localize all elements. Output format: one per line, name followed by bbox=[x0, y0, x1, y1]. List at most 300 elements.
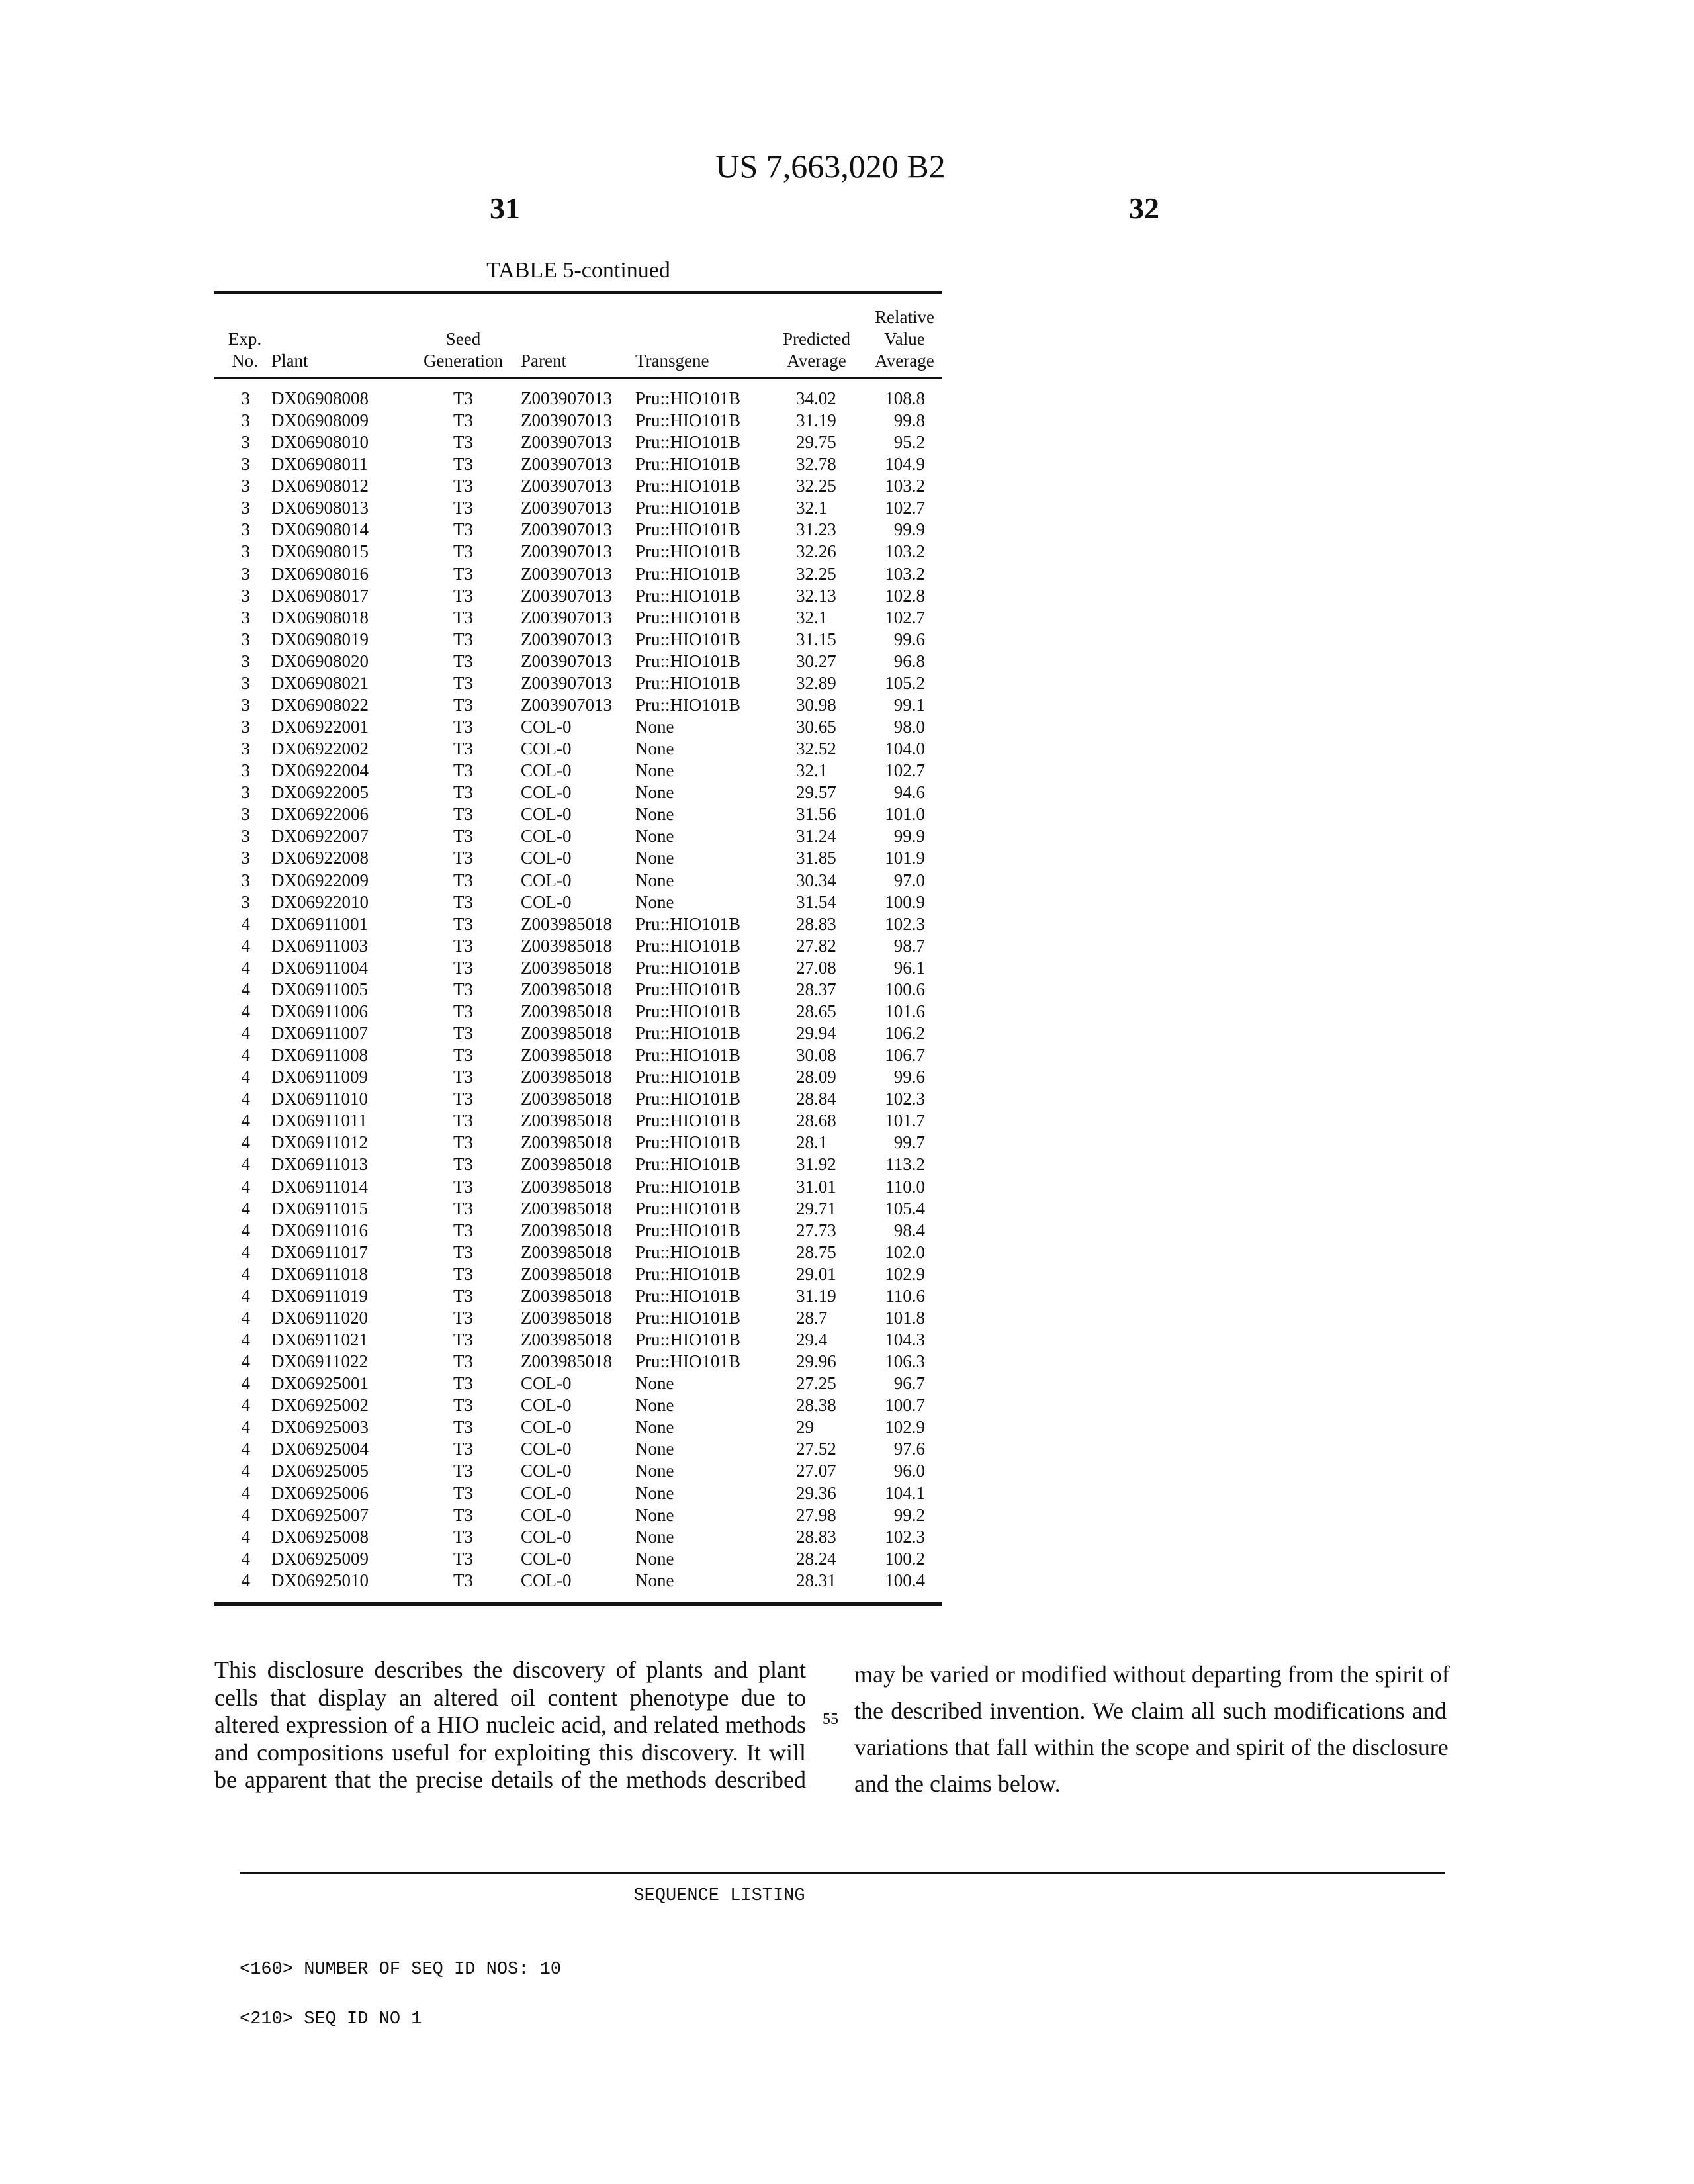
transgene-cell: Pru::HIO101B bbox=[635, 563, 740, 585]
plant-cell: DX06911022 bbox=[271, 1351, 368, 1373]
table-row bbox=[214, 475, 942, 497]
parent-cell: Z003985018 bbox=[521, 1176, 612, 1198]
exp-cell: 4 bbox=[242, 1504, 251, 1526]
relative-value-cell: 104.1 bbox=[885, 1482, 925, 1504]
transgene-cell: None bbox=[635, 1394, 674, 1416]
seed-generation-text: T3 bbox=[453, 1460, 473, 1482]
relative-value-cell: 102.8 bbox=[885, 585, 925, 607]
table-bottom-rule bbox=[214, 1602, 942, 1606]
transgene-cell: Pru::HIO101B bbox=[635, 935, 740, 957]
predicted-average-cell: 32.13 bbox=[796, 585, 836, 607]
transgene-cell: Pru::HIO101B bbox=[635, 1198, 740, 1220]
exp-cell: 3 bbox=[242, 672, 251, 694]
relative-value-cell: 103.2 bbox=[885, 563, 925, 585]
paragraph-line: This disclosure describes the discovery of plants and plant bbox=[214, 1657, 806, 1684]
relative-value-cell: 99.2 bbox=[894, 1504, 925, 1526]
transgene-cell: Pru::HIO101B bbox=[635, 1023, 740, 1044]
plant-cell: DX06911011 bbox=[271, 1110, 367, 1132]
predicted-average-cell: 28.1 bbox=[796, 1132, 827, 1154]
plant-cell: DX06911020 bbox=[271, 1307, 368, 1329]
table-row bbox=[214, 410, 942, 432]
plant-cell: DX06908012 bbox=[271, 475, 369, 497]
header-parent: Parent bbox=[521, 350, 566, 372]
exp-cell: 4 bbox=[242, 1001, 251, 1023]
plant-cell: DX06925004 bbox=[271, 1438, 369, 1460]
plant-cell: DX06925005 bbox=[271, 1460, 369, 1482]
plant-cell: DX06911008 bbox=[271, 1044, 368, 1066]
plant-cell: DX06911019 bbox=[271, 1285, 368, 1307]
exp-cell: 4 bbox=[242, 1066, 251, 1088]
transgene-cell: None bbox=[635, 760, 674, 782]
parent-cell: COL-0 bbox=[521, 1504, 572, 1526]
header-relative-line1: Relative bbox=[867, 306, 942, 328]
parent-cell: COL-0 bbox=[521, 870, 572, 891]
exp-cell: 3 bbox=[242, 891, 251, 913]
relative-value-cell: 98.0 bbox=[894, 716, 925, 738]
relative-value-cell: 104.3 bbox=[885, 1329, 925, 1351]
transgene-cell: None bbox=[635, 1504, 674, 1526]
transgene-cell: None bbox=[635, 1460, 674, 1482]
transgene-cell: Pru::HIO101B bbox=[635, 957, 740, 979]
predicted-average-cell: 32.25 bbox=[796, 475, 836, 497]
exp-cell: 4 bbox=[242, 935, 251, 957]
transgene-cell: None bbox=[635, 1416, 674, 1438]
plant-cell: DX06911014 bbox=[271, 1176, 368, 1198]
parent-cell: COL-0 bbox=[521, 847, 572, 869]
relative-value-cell: 108.8 bbox=[885, 388, 925, 410]
relative-value-cell: 104.0 bbox=[885, 738, 925, 760]
plant-cell: DX06908020 bbox=[271, 651, 369, 672]
parent-cell: Z003907013 bbox=[521, 651, 612, 672]
parent-cell: Z003907013 bbox=[521, 519, 612, 541]
transgene-cell: None bbox=[635, 1373, 674, 1394]
header-relative-line3: Average bbox=[867, 350, 942, 372]
table-row bbox=[214, 1548, 942, 1570]
seed-generation-text: T3 bbox=[453, 1263, 473, 1285]
transgene-cell: None bbox=[635, 891, 674, 913]
parent-cell: COL-0 bbox=[521, 716, 572, 738]
predicted-average-cell: 29.57 bbox=[796, 782, 836, 803]
parent-cell: Z003907013 bbox=[521, 388, 612, 410]
plant-cell: DX06908017 bbox=[271, 585, 369, 607]
plant-cell: DX06908016 bbox=[271, 563, 369, 585]
parent-cell: Z003985018 bbox=[521, 1066, 612, 1088]
exp-cell: 3 bbox=[242, 585, 251, 607]
table-row bbox=[214, 1220, 942, 1242]
predicted-average-cell: 29.36 bbox=[796, 1482, 836, 1504]
plant-cell: DX06925002 bbox=[271, 1394, 369, 1416]
table-row bbox=[214, 738, 942, 760]
transgene-cell: None bbox=[635, 1438, 674, 1460]
sequence-line-210: <210> SEQ ID NO 1 bbox=[240, 2009, 422, 2029]
seed-generation-text: T3 bbox=[453, 1482, 473, 1504]
seed-generation-text: T3 bbox=[453, 410, 473, 432]
plant-cell: DX06925007 bbox=[271, 1504, 369, 1526]
relative-value-cell: 98.4 bbox=[894, 1220, 925, 1242]
plant-cell: DX06922010 bbox=[271, 891, 369, 913]
plant-cell: DX06911010 bbox=[271, 1088, 368, 1110]
parent-cell: COL-0 bbox=[521, 1394, 572, 1416]
predicted-average-cell: 27.52 bbox=[796, 1438, 836, 1460]
seed-generation-text: T3 bbox=[453, 1220, 473, 1242]
relative-value-cell: 106.7 bbox=[885, 1044, 925, 1066]
exp-cell: 4 bbox=[242, 1570, 251, 1592]
seed-generation-text: T3 bbox=[453, 803, 473, 825]
plant-cell: DX06925008 bbox=[271, 1526, 369, 1548]
plant-cell: DX06911015 bbox=[271, 1198, 368, 1220]
plant-cell: DX06908014 bbox=[271, 519, 369, 541]
exp-cell: 4 bbox=[242, 1088, 251, 1110]
relative-value-cell: 100.4 bbox=[885, 1570, 925, 1592]
transgene-cell: Pru::HIO101B bbox=[635, 497, 740, 519]
relative-value-cell: 100.9 bbox=[885, 891, 925, 913]
plant-cell: DX06911007 bbox=[271, 1023, 368, 1044]
transgene-cell: None bbox=[635, 782, 674, 803]
seed-generation-text: T3 bbox=[453, 388, 473, 410]
relative-value-cell: 99.9 bbox=[894, 825, 925, 847]
sequence-line-160: <160> NUMBER OF SEQ ID NOS: 10 bbox=[240, 1960, 561, 1979]
transgene-cell: Pru::HIO101B bbox=[635, 519, 740, 541]
seed-generation-text: T3 bbox=[453, 979, 473, 1001]
paragraph-line: and compositions useful for exploiting this discovery. It will bbox=[214, 1739, 806, 1767]
table-row bbox=[214, 1242, 942, 1263]
predicted-average-cell: 31.23 bbox=[796, 519, 836, 541]
plant-cell: DX06908019 bbox=[271, 629, 369, 651]
seed-generation-text: T3 bbox=[453, 432, 473, 453]
parent-cell: Z003907013 bbox=[521, 432, 612, 453]
parent-cell: Z003907013 bbox=[521, 672, 612, 694]
transgene-cell: Pru::HIO101B bbox=[635, 629, 740, 651]
predicted-average-cell: 29 bbox=[796, 1416, 814, 1438]
exp-cell: 4 bbox=[242, 1416, 251, 1438]
parent-cell: Z003985018 bbox=[521, 1023, 612, 1044]
table-row bbox=[214, 1373, 942, 1394]
table-row bbox=[214, 1066, 942, 1088]
table-row bbox=[214, 891, 942, 913]
predicted-average-cell: 28.31 bbox=[796, 1570, 836, 1592]
predicted-average-cell: 28.75 bbox=[796, 1242, 836, 1263]
parent-cell: COL-0 bbox=[521, 760, 572, 782]
table-row bbox=[214, 803, 942, 825]
table-row bbox=[214, 913, 942, 935]
exp-cell: 4 bbox=[242, 1044, 251, 1066]
predicted-average-cell: 27.73 bbox=[796, 1220, 836, 1242]
seed-generation-text: T3 bbox=[453, 1110, 473, 1132]
predicted-average-cell: 32.1 bbox=[796, 760, 827, 782]
parent-cell: COL-0 bbox=[521, 891, 572, 913]
plant-cell: DX06911005 bbox=[271, 979, 368, 1001]
plant-cell: DX06911013 bbox=[271, 1154, 368, 1175]
table-row bbox=[214, 1351, 942, 1373]
predicted-average-cell: 27.98 bbox=[796, 1504, 836, 1526]
plant-cell: DX06922005 bbox=[271, 782, 369, 803]
parent-cell: Z003907013 bbox=[521, 410, 612, 432]
paragraph-line: altered expression of a HIO nucleic acid, and related methods bbox=[214, 1711, 806, 1739]
exp-cell: 3 bbox=[242, 497, 251, 519]
transgene-cell: Pru::HIO101B bbox=[635, 1176, 740, 1198]
predicted-average-cell: 30.34 bbox=[796, 870, 836, 891]
header-transgene: Transgene bbox=[635, 350, 709, 372]
header-exp bbox=[225, 328, 265, 372]
exp-cell: 4 bbox=[242, 1351, 251, 1373]
plant-cell: DX06908013 bbox=[271, 497, 369, 519]
header-plant: Plant bbox=[271, 350, 308, 372]
plant-cell: DX06922007 bbox=[271, 825, 369, 847]
exp-cell: 3 bbox=[242, 760, 251, 782]
plant-cell: DX06908008 bbox=[271, 388, 369, 410]
predicted-average-cell: 28.24 bbox=[796, 1548, 836, 1570]
predicted-average-cell: 34.02 bbox=[796, 388, 836, 410]
predicted-average-cell: 32.78 bbox=[796, 453, 836, 475]
header-predicted bbox=[777, 328, 856, 372]
paragraph-line: cells that display an altered oil content phenotype due to bbox=[214, 1684, 806, 1712]
table-row bbox=[214, 1198, 942, 1220]
relative-value-cell: 101.6 bbox=[885, 1001, 925, 1023]
seed-generation-text: T3 bbox=[453, 541, 473, 563]
paragraph-line: and the claims below. bbox=[854, 1766, 1447, 1802]
relative-value-cell: 97.6 bbox=[894, 1438, 925, 1460]
table-row bbox=[214, 1329, 942, 1351]
parent-cell: Z003907013 bbox=[521, 541, 612, 563]
seed-generation-text: T3 bbox=[453, 1570, 473, 1592]
seed-generation-text: T3 bbox=[453, 1132, 473, 1154]
header-predicted-line1: Predicted bbox=[777, 328, 856, 350]
table-row bbox=[214, 957, 942, 979]
seed-generation-text: T3 bbox=[453, 1307, 473, 1329]
table-row bbox=[214, 1263, 942, 1285]
relative-value-cell: 102.3 bbox=[885, 913, 925, 935]
seed-generation-text: T3 bbox=[453, 1351, 473, 1373]
relative-value-cell: 95.2 bbox=[894, 432, 925, 453]
seed-generation-text: T3 bbox=[453, 672, 473, 694]
plant-cell: DX06908010 bbox=[271, 432, 369, 453]
seed-generation-text: T3 bbox=[453, 475, 473, 497]
exp-cell: 4 bbox=[242, 1198, 251, 1220]
transgene-cell: Pru::HIO101B bbox=[635, 1329, 740, 1351]
exp-cell: 3 bbox=[242, 847, 251, 869]
table-row bbox=[214, 1307, 942, 1329]
predicted-average-cell: 28.83 bbox=[796, 1526, 836, 1548]
seed-generation-text: T3 bbox=[453, 847, 473, 869]
table-row bbox=[214, 847, 942, 869]
relative-value-cell: 99.9 bbox=[894, 519, 925, 541]
plant-cell: DX06911017 bbox=[271, 1242, 368, 1263]
exp-cell: 4 bbox=[242, 1460, 251, 1482]
parent-cell: Z003985018 bbox=[521, 1001, 612, 1023]
predicted-average-cell: 27.82 bbox=[796, 935, 836, 957]
parent-cell: COL-0 bbox=[521, 1548, 572, 1570]
seed-generation-text: T3 bbox=[453, 1285, 473, 1307]
parent-cell: Z003985018 bbox=[521, 1154, 612, 1175]
header-seed bbox=[417, 328, 510, 372]
plant-cell: DX06911009 bbox=[271, 1066, 368, 1088]
exp-cell: 4 bbox=[242, 1482, 251, 1504]
exp-cell: 3 bbox=[242, 519, 251, 541]
transgene-cell: Pru::HIO101B bbox=[635, 432, 740, 453]
plant-cell: DX06911006 bbox=[271, 1001, 368, 1023]
predicted-average-cell: 31.19 bbox=[796, 1285, 836, 1307]
transgene-cell: Pru::HIO101B bbox=[635, 913, 740, 935]
parent-cell: COL-0 bbox=[521, 1373, 572, 1394]
plant-cell: DX06911016 bbox=[271, 1220, 368, 1242]
transgene-cell: Pru::HIO101B bbox=[635, 1132, 740, 1154]
plant-cell: DX06911021 bbox=[271, 1329, 368, 1351]
seed-generation-text: T3 bbox=[453, 891, 473, 913]
relative-value-cell: 102.7 bbox=[885, 760, 925, 782]
exp-cell: 3 bbox=[242, 716, 251, 738]
plant-cell: DX06908015 bbox=[271, 541, 369, 563]
seed-generation-text: T3 bbox=[453, 782, 473, 803]
parent-cell: Z003985018 bbox=[521, 1198, 612, 1220]
header-exp-line2: No. bbox=[225, 350, 265, 372]
parent-cell: COL-0 bbox=[521, 1460, 572, 1482]
parent-cell: Z003985018 bbox=[521, 1110, 612, 1132]
exp-cell: 4 bbox=[242, 1373, 251, 1394]
table-row bbox=[214, 519, 942, 541]
parent-cell: COL-0 bbox=[521, 803, 572, 825]
page-number-right: 32 bbox=[1129, 191, 1159, 226]
transgene-cell: None bbox=[635, 870, 674, 891]
transgene-cell: Pru::HIO101B bbox=[635, 1307, 740, 1329]
table-row bbox=[214, 541, 942, 563]
exp-cell: 4 bbox=[242, 1526, 251, 1548]
parent-cell: Z003907013 bbox=[521, 694, 612, 716]
predicted-average-cell: 28.09 bbox=[796, 1066, 836, 1088]
plant-cell: DX06911018 bbox=[271, 1263, 368, 1285]
relative-value-cell: 98.7 bbox=[894, 935, 925, 957]
plant-cell: DX06925001 bbox=[271, 1373, 369, 1394]
plant-cell: DX06908018 bbox=[271, 607, 369, 629]
relative-value-cell: 101.8 bbox=[885, 1307, 925, 1329]
transgene-cell: Pru::HIO101B bbox=[635, 607, 740, 629]
transgene-cell: Pru::HIO101B bbox=[635, 1001, 740, 1023]
paragraph-line: the described invention. We claim all such modifications and bbox=[854, 1693, 1447, 1729]
seed-generation-text: T3 bbox=[453, 760, 473, 782]
transgene-cell: None bbox=[635, 1482, 674, 1504]
plant-cell: DX06911003 bbox=[271, 935, 368, 957]
predicted-average-cell: 31.24 bbox=[796, 825, 836, 847]
exp-cell: 3 bbox=[242, 782, 251, 803]
parent-cell: Z003907013 bbox=[521, 629, 612, 651]
predicted-average-cell: 28.37 bbox=[796, 979, 836, 1001]
header-seed-line1: Seed bbox=[417, 328, 510, 350]
seed-generation-text: T3 bbox=[453, 585, 473, 607]
parent-cell: Z003985018 bbox=[521, 1351, 612, 1373]
table-row bbox=[214, 1110, 942, 1132]
seed-generation-text: T3 bbox=[453, 1373, 473, 1394]
plant-cell: DX06925003 bbox=[271, 1416, 369, 1438]
transgene-cell: None bbox=[635, 847, 674, 869]
exp-cell: 3 bbox=[242, 870, 251, 891]
exp-cell: 4 bbox=[242, 913, 251, 935]
seed-generation-text: T3 bbox=[453, 1023, 473, 1044]
relative-value-cell: 101.7 bbox=[885, 1110, 925, 1132]
table-row bbox=[214, 1044, 942, 1066]
transgene-cell: Pru::HIO101B bbox=[635, 1285, 740, 1307]
plant-cell: DX06908009 bbox=[271, 410, 369, 432]
predicted-average-cell: 31.01 bbox=[796, 1176, 836, 1198]
predicted-average-cell: 30.98 bbox=[796, 694, 836, 716]
predicted-average-cell: 30.65 bbox=[796, 716, 836, 738]
seed-generation-text: T3 bbox=[453, 519, 473, 541]
exp-cell: 3 bbox=[242, 825, 251, 847]
sequence-rule bbox=[240, 1872, 1445, 1874]
exp-cell: 3 bbox=[242, 607, 251, 629]
relative-value-cell: 100.6 bbox=[885, 979, 925, 1001]
relative-value-cell: 101.9 bbox=[885, 847, 925, 869]
paragraph-line: be apparent that the precise details of the methods described bbox=[214, 1766, 806, 1794]
table-row bbox=[214, 672, 942, 694]
transgene-cell: Pru::HIO101B bbox=[635, 1242, 740, 1263]
predicted-average-cell: 32.1 bbox=[796, 607, 827, 629]
exp-cell: 4 bbox=[242, 1438, 251, 1460]
predicted-average-cell: 28.38 bbox=[796, 1394, 836, 1416]
transgene-cell: None bbox=[635, 716, 674, 738]
table-top-rule bbox=[214, 291, 942, 294]
plant-cell: DX06908011 bbox=[271, 453, 368, 475]
parent-cell: COL-0 bbox=[521, 825, 572, 847]
exp-cell: 4 bbox=[242, 1176, 251, 1198]
exp-cell: 4 bbox=[242, 1307, 251, 1329]
predicted-average-cell: 28.68 bbox=[796, 1110, 836, 1132]
parent-cell: Z003985018 bbox=[521, 1285, 612, 1307]
plant-cell: DX06922001 bbox=[271, 716, 369, 738]
plant-cell: DX06925009 bbox=[271, 1548, 369, 1570]
relative-value-cell: 96.0 bbox=[894, 1460, 925, 1482]
relative-value-cell: 100.7 bbox=[885, 1394, 925, 1416]
predicted-average-cell: 32.26 bbox=[796, 541, 836, 563]
parent-cell: COL-0 bbox=[521, 1526, 572, 1548]
transgene-cell: Pru::HIO101B bbox=[635, 1220, 740, 1242]
seed-generation-text: T3 bbox=[453, 1504, 473, 1526]
table-row bbox=[214, 760, 942, 782]
parent-cell: Z003985018 bbox=[521, 1329, 612, 1351]
relative-value-cell: 105.4 bbox=[885, 1198, 925, 1220]
exp-cell: 4 bbox=[242, 1329, 251, 1351]
predicted-average-cell: 31.92 bbox=[796, 1154, 836, 1175]
table-row bbox=[214, 1023, 942, 1044]
seed-generation-text: T3 bbox=[453, 1154, 473, 1175]
seed-generation-text: T3 bbox=[453, 870, 473, 891]
seed-generation-text: T3 bbox=[453, 935, 473, 957]
table-row bbox=[214, 979, 942, 1001]
header-relative-line2: Value bbox=[867, 328, 942, 350]
relative-value-cell: 96.7 bbox=[894, 1373, 925, 1394]
predicted-average-cell: 27.25 bbox=[796, 1373, 836, 1394]
transgene-cell: Pru::HIO101B bbox=[635, 585, 740, 607]
header-predicted-line2: Average bbox=[777, 350, 856, 372]
table-row bbox=[214, 563, 942, 585]
parent-cell: Z003985018 bbox=[521, 1132, 612, 1154]
relative-value-cell: 102.3 bbox=[885, 1088, 925, 1110]
table-row bbox=[214, 1001, 942, 1023]
transgene-cell: None bbox=[635, 1570, 674, 1592]
parent-cell: Z003907013 bbox=[521, 497, 612, 519]
exp-cell: 4 bbox=[242, 1263, 251, 1285]
table-row bbox=[214, 694, 942, 716]
table-row bbox=[214, 1088, 942, 1110]
table-row bbox=[214, 1132, 942, 1154]
seed-generation-text: T3 bbox=[453, 629, 473, 651]
transgene-cell: Pru::HIO101B bbox=[635, 541, 740, 563]
seed-generation-text: T3 bbox=[453, 913, 473, 935]
predicted-average-cell: 31.15 bbox=[796, 629, 836, 651]
seed-generation-text: T3 bbox=[453, 738, 473, 760]
exp-cell: 3 bbox=[242, 388, 251, 410]
plant-cell: DX06911004 bbox=[271, 957, 368, 979]
parent-cell: COL-0 bbox=[521, 1416, 572, 1438]
table-row bbox=[214, 1416, 942, 1438]
